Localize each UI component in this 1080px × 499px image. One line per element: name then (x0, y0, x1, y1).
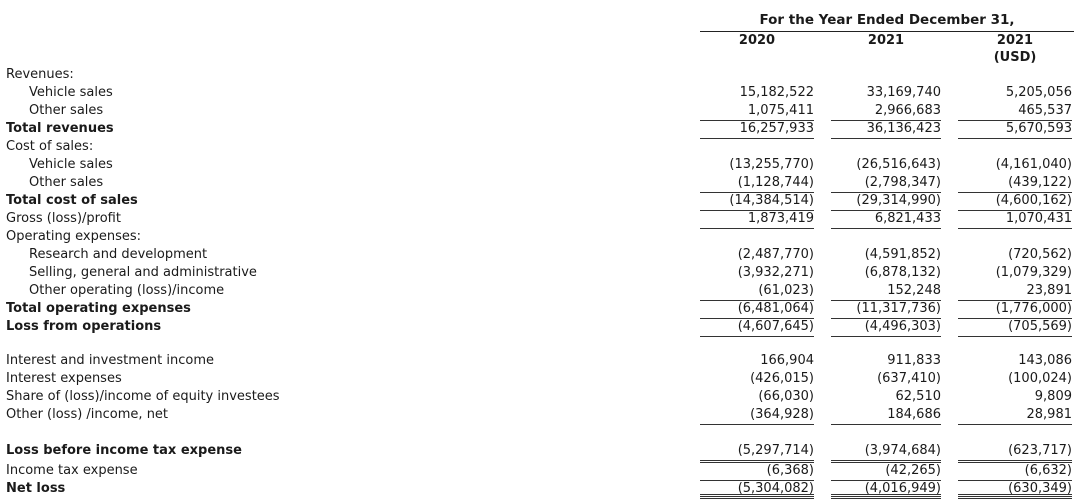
table-row (0, 318, 1080, 336)
row-label: Net loss (6, 481, 66, 496)
row-value-c2: 2,966,683 (874, 103, 941, 118)
row-value-c1: (66,030) (758, 389, 814, 404)
row-label: Vehicle sales (29, 157, 113, 172)
table-row (0, 102, 1080, 120)
row-value-c2: 36,136,423 (866, 121, 941, 136)
row-value-c3: (623,717) (1008, 443, 1072, 458)
table-row (0, 192, 1080, 210)
row-value-c3: (4,161,040) (995, 157, 1072, 172)
row-value-c3: 143,086 (1018, 353, 1072, 368)
column-header-2021: 2021 (867, 33, 905, 48)
row-value-c2: 62,510 (895, 389, 941, 404)
row-value-c1: (6,368) (766, 463, 814, 478)
row-value-c2: (2,798,347) (864, 175, 941, 190)
row-value-c3: (4,600,162) (995, 193, 1072, 208)
row-value-c2: (637,410) (877, 371, 941, 386)
row-value-c1: (1,128,744) (737, 175, 814, 190)
row-value-c1: (6,481,064) (737, 301, 814, 316)
table-row (0, 282, 1080, 300)
row-label: Interest expenses (6, 371, 122, 386)
underline-rule (700, 424, 814, 425)
row-value-c1: (13,255,770) (729, 157, 814, 172)
row-value-c2: 911,833 (887, 353, 941, 368)
row-value-c3: (1,776,000) (995, 301, 1072, 316)
row-label: Operating expenses: (6, 229, 142, 244)
row-label: Vehicle sales (29, 85, 113, 100)
row-value-c1: 16,257,933 (739, 121, 814, 136)
row-value-c2: 152,248 (887, 283, 941, 298)
row-value-c3: (630,349) (1008, 481, 1072, 496)
row-value-c1: (5,297,714) (737, 443, 814, 458)
table-row (0, 84, 1080, 102)
row-value-c2: (11,317,736) (856, 301, 941, 316)
table-row (0, 246, 1080, 264)
double-rule (700, 494, 814, 497)
row-value-c1: 1,873,419 (747, 211, 814, 226)
row-value-c1: (4,607,645) (737, 319, 814, 334)
row-value-c1: (2,487,770) (737, 247, 814, 262)
underline-rule (958, 336, 1072, 337)
row-label: Share of (loss)/income of equity investees (6, 389, 280, 404)
row-value-c3: (100,024) (1008, 371, 1072, 386)
row-value-c2: (4,496,303) (864, 319, 941, 334)
row-label: Loss before income tax expense (6, 443, 242, 458)
row-label: Other sales (29, 103, 104, 118)
row-value-c3: 28,981 (1026, 407, 1072, 422)
row-value-c3: 9,809 (1034, 389, 1072, 404)
table-row (0, 138, 1080, 156)
row-value-c2: (3,974,684) (864, 443, 941, 458)
row-value-c2: 184,686 (887, 407, 941, 422)
row-value-c3: (705,569) (1008, 319, 1072, 334)
row-value-c1: (61,023) (758, 283, 814, 298)
double-rule (831, 494, 941, 497)
table-row (0, 462, 1080, 480)
column-header-usd-label: (USD) (993, 50, 1037, 65)
row-value-c1: 15,182,522 (739, 85, 814, 100)
row-value-c2: (42,265) (885, 463, 941, 478)
double-rule (958, 494, 1072, 497)
table-row (0, 264, 1080, 282)
row-value-c3: 1,070,431 (1005, 211, 1072, 226)
row-value-c3: (439,122) (1008, 175, 1072, 190)
row-value-c3: (6,632) (1024, 463, 1072, 478)
table-row (0, 174, 1080, 192)
row-label: Revenues: (6, 67, 74, 82)
row-value-c2: (29,314,990) (856, 193, 941, 208)
row-value-c2: (26,516,643) (856, 157, 941, 172)
underline-rule (831, 424, 941, 425)
underline-rule (700, 336, 814, 337)
row-value-c1: (3,932,271) (737, 265, 814, 280)
row-value-c2: 33,169,740 (866, 85, 941, 100)
row-value-c3: (1,079,329) (995, 265, 1072, 280)
row-value-c1: (5,304,082) (737, 481, 814, 496)
row-value-c2: (4,591,852) (864, 247, 941, 262)
row-value-c2: (6,878,132) (864, 265, 941, 280)
row-label: Research and development (29, 247, 208, 262)
table-row (0, 120, 1080, 138)
row-value-c3: (720,562) (1008, 247, 1072, 262)
underline-rule (831, 336, 941, 337)
row-value-c1: 166,904 (760, 353, 814, 368)
table-row (0, 300, 1080, 318)
table-row (0, 442, 1080, 460)
row-label: Other sales (29, 175, 104, 190)
row-label: Selling, general and administrative (29, 265, 257, 280)
row-label: Interest and investment income (6, 353, 214, 368)
table-row (0, 228, 1080, 246)
row-value-c1: (426,015) (750, 371, 814, 386)
table-row (0, 388, 1080, 406)
row-value-c1: (364,928) (750, 407, 814, 422)
row-value-c2: (4,016,949) (864, 481, 941, 496)
table-row (0, 406, 1080, 424)
row-label: Total revenues (6, 121, 114, 136)
row-label: Gross (loss)/profit (6, 211, 121, 226)
row-label: Cost of sales: (6, 139, 94, 154)
column-header-2021-usd (958, 32, 1072, 66)
column-header-2020: 2020 (738, 33, 776, 48)
row-value-c3: 5,670,593 (1005, 121, 1072, 136)
table-row (0, 370, 1080, 388)
row-value-c3: 465,537 (1018, 103, 1072, 118)
row-label: Income tax expense (6, 463, 138, 478)
table-row (0, 210, 1080, 228)
row-label: Other (loss) /income, net (6, 407, 169, 422)
row-value-c1: 1,075,411 (747, 103, 814, 118)
row-value-c3: 23,891 (1026, 283, 1072, 298)
row-value-c2: 6,821,433 (874, 211, 941, 226)
row-label: Other operating (loss)/income (29, 283, 225, 298)
row-value-c3: 5,205,056 (1005, 85, 1072, 100)
underline-rule (958, 424, 1072, 425)
row-label: Loss from operations (6, 319, 162, 334)
row-label: Total cost of sales (6, 193, 138, 208)
row-value-c1: (14,384,514) (729, 193, 814, 208)
column-header-title: For the Year Ended December 31, (700, 10, 1074, 32)
table-row (0, 156, 1080, 174)
row-label: Total operating expenses (6, 301, 191, 316)
table-row (0, 66, 1080, 84)
table-row (0, 352, 1080, 370)
column-header-2021-usd-year: 2021 (996, 33, 1034, 48)
